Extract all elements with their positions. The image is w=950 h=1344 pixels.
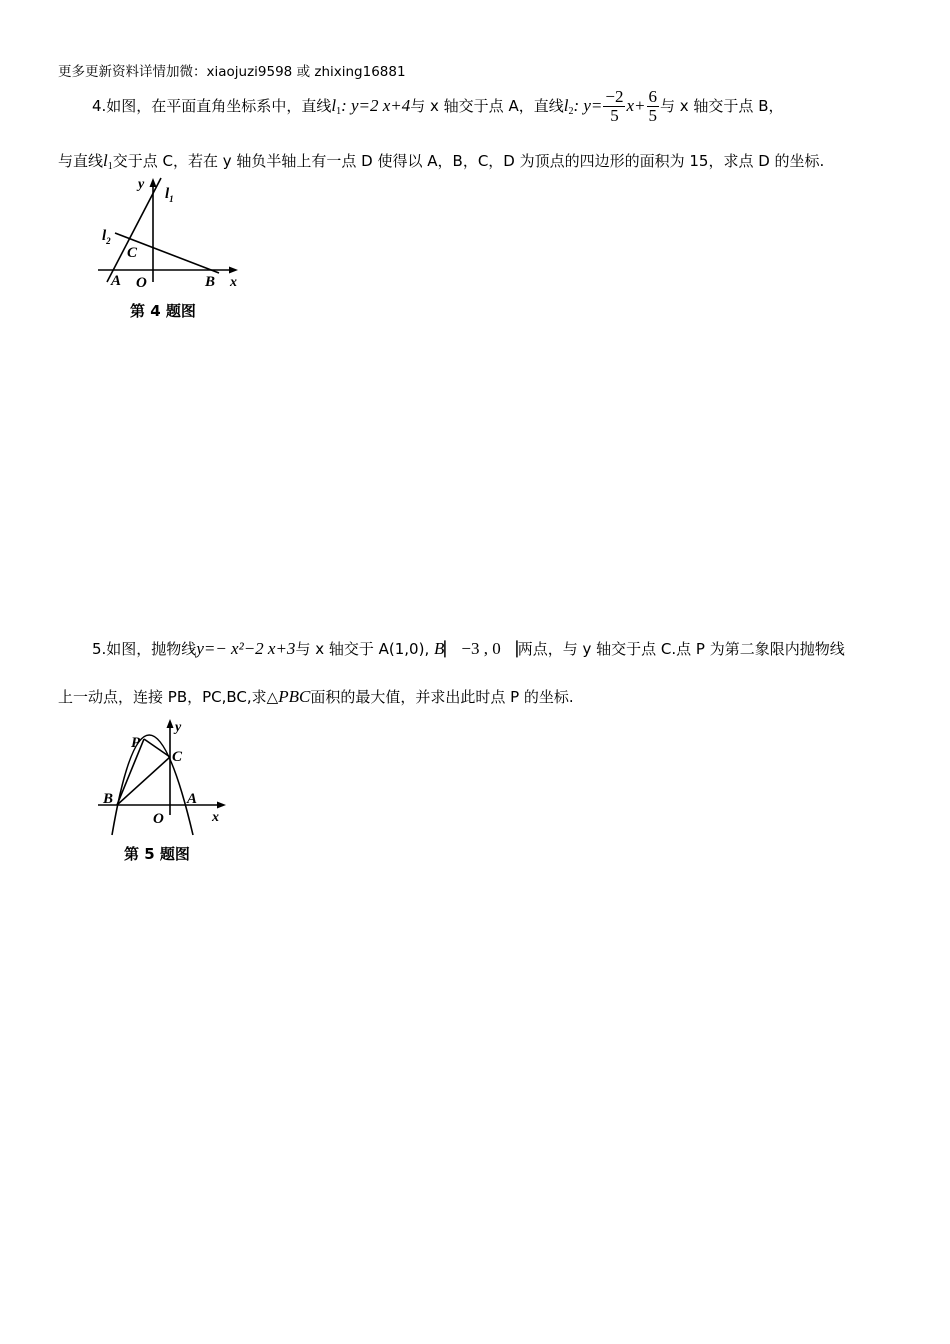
q5-text-d: 上一动点，连接 PB，PC,BC,求 [58,688,267,706]
q5-label-p: P [131,735,141,751]
q4-equation-l2: : y= [573,96,603,115]
q4-label-b: B [205,274,216,290]
q5-pbc: PBC [278,687,311,706]
q5-label-a: A [187,791,198,807]
q4-text-e: 交于点 C，若在 y 轴负半轴上有一点 D 使得以 A，B，C，D 为顶点的四边形的面积为 15，求点 D 的坐标. [112,152,825,170]
q5-equation: y=− x²−2 x+3 [196,639,296,658]
q4-fraction-2: $\frac{6}{5}$ [648,87,658,125]
q5-point-b: B [434,639,445,658]
q5-line-2 [58,686,574,707]
q4-label-l2: $l_2$ [102,228,111,246]
q5-line-1 [92,638,845,659]
q4-equation-l1: : y=2 x+4 [341,96,411,115]
q4-text-a: 4.如图，在平面直角坐标系中，直线 [92,97,332,115]
q4-line-2 [58,150,824,172]
q4-l1b-symbol: $l_1$ [103,151,113,172]
q5-label-o: O [153,811,164,827]
q4-l1-symbol: $l_1$ [331,96,342,117]
q5-label-c: C [172,749,183,765]
q4-label-x: x [230,275,237,290]
q5-figure [95,715,255,845]
q5-text-e: 面积的最大值，并求出此时点 P 的坐标. [310,688,574,706]
q5-label-b: B [103,791,114,807]
q5-y-arrow [167,719,174,728]
q4-label-o: O [136,275,147,291]
q5-segment-bc [117,757,170,805]
q5-text-b: 与 x 轴交于 A(1,0), [295,640,430,658]
q4-label-l1: $l_1$ [165,186,174,204]
q5-x-arrow [217,802,226,809]
q4-label-a: A [111,273,122,289]
q5-segment-pc [144,739,170,757]
q5-point-b-coord: ⎸−3 , 0⎹ [444,639,518,658]
header-note: 更多更新资料详情加微：xiaojuzi9598 或 zhixing16881 [58,64,406,80]
q4-line-1 [92,88,784,125]
q4-text-c: 与 x 轴交于点 B， [660,97,784,115]
q5-label-y: y [175,720,182,735]
q4-fraction-1: $\frac{-2}{5}$ [605,87,624,125]
q5-figure-caption: 第 5 题图 [124,845,190,863]
q4-x-arrow [229,267,238,274]
q4-text-b: 与 x 轴交于点 A，直线 [410,97,564,115]
q5-triangle-symbol: △ [266,688,279,706]
q4-equation-l2-x: x+ [626,96,646,115]
q4-label-y: y [138,177,145,192]
q4-l2-symbol: $l_2$ [563,96,574,117]
q5-text-c: 两点，与 y 轴交于点 C.点 P 为第二象限内抛物线 [517,640,845,658]
q5-text-a: 5.如图，抛物线 [92,640,197,658]
q4-text-d: 与直线 [58,152,104,170]
q4-figure-caption: 第 4 题图 [130,302,196,320]
q4-y-arrow [150,178,157,187]
q4-label-c: C [127,245,138,261]
q5-label-x: x [212,810,219,825]
